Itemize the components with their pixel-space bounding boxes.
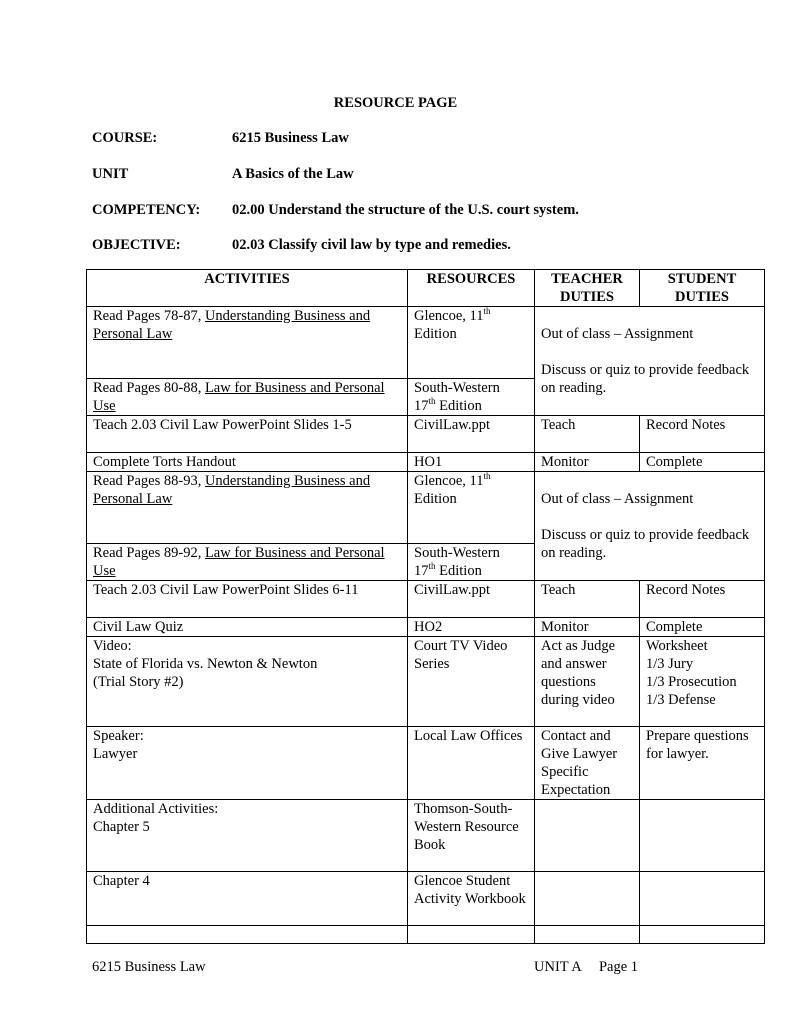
student-cell [640,872,765,926]
competency-value: 02.00 Understand the structure of the U.S. court system. [232,202,579,218]
duties-merged-cell [535,472,765,581]
resource-cell [408,472,535,544]
teacher-cell: Monitor [535,453,640,472]
activity-line: State of Florida vs. Newton & Newton [93,656,318,672]
table-row [87,637,765,727]
activity-text: Read Pages 78-87, [93,308,205,324]
activity-text: Read Pages 89-92, [93,545,205,561]
student-cell: Record Notes [640,581,765,618]
student-cell: Prepare questions for lawyer. [640,727,765,800]
activity-cell [87,307,408,379]
footer-course: 6215 Business Law [92,959,206,975]
resource-text: Edition [435,563,482,579]
resource-text: Edition [414,326,457,342]
table-row [87,453,765,472]
student-cell [640,800,765,872]
activity-cell: Teach 2.03 Civil Law PowerPoint Slides 6-11 [87,581,408,618]
activity-text: Read Pages 88-93, [93,473,205,489]
page-title: RESOURCE PAGE [333,95,458,111]
table-row [87,800,765,872]
competency-line [92,201,579,219]
resource-text: Edition [435,398,482,414]
student-line: 1/3 Prosecution [646,674,737,690]
activity-text: Read Pages 80-88, [93,380,205,396]
resource-num: 17 [414,563,429,579]
resource-text: Glencoe, 11 [414,473,484,489]
resource-cell: HO2 [408,618,535,637]
table-row [87,618,765,637]
activity-cell: Teach 2.03 Civil Law PowerPoint Slides 1-5 [87,416,408,453]
resource-sup: th [428,396,436,407]
activity-line: Chapter 5 [93,819,150,835]
resource-num: 17 [414,398,429,414]
course-line [92,129,349,147]
resource-text: South-Western [414,380,500,396]
unit-line [92,165,354,183]
duties-line: Discuss or quiz to provide feedback on reading. [541,527,750,561]
col-student-duties: STUDENT DUTIES [640,270,765,307]
activity-line: Video: [93,638,132,654]
col-resources: RESOURCES [408,270,535,307]
table-row [87,581,765,618]
student-cell: Complete [640,453,765,472]
resource-cell: HO1 [408,453,535,472]
table-row [87,472,765,544]
student-cell [640,926,765,944]
teacher-cell: Contact and Give Lawyer Specific Expectation [535,727,640,800]
duties-line: Out of class – Assignment [541,491,694,507]
activity-cell: Chapter 4 [87,872,408,926]
activity-cell [87,727,408,800]
resource-sup: th [483,306,491,317]
teacher-cell: Act as Judge and answer questions during video [535,637,640,727]
course-label: COURSE: [92,130,158,146]
duties-line: Discuss or quiz to provide feedback on reading. [541,362,750,396]
activity-line: (Trial Story #2) [93,674,184,690]
resource-sup: th [428,561,436,572]
footer-page: UNIT A Page 1 [534,959,639,975]
resource-text: Glencoe, 11 [414,308,484,324]
teacher-cell: Monitor [535,618,640,637]
resource-cell: CivilLaw.ppt [408,581,535,618]
resource-sup: th [483,471,491,482]
objective-line [92,236,511,254]
resource-cell [408,544,535,581]
student-cell: Complete [640,618,765,637]
table-row [87,416,765,453]
teacher-cell [535,926,640,944]
objective-label: OBJECTIVE: [92,237,181,253]
unit-label: UNIT [92,166,129,182]
activity-cell [87,544,408,581]
col-activities: ACTIVITIES [87,270,408,307]
student-cell: Record Notes [640,416,765,453]
competency-label: COMPETENCY: [92,202,201,218]
activity-cell [87,472,408,544]
table-row [87,307,765,379]
student-line: 1/3 Defense [646,692,716,708]
teacher-cell: Teach [535,416,640,453]
col-teacher-duties: TEACHER DUTIES [535,270,640,307]
student-line: Worksheet [646,638,708,654]
activity-cell: Complete Torts Handout [87,453,408,472]
table-row [87,727,765,800]
unit-value: A Basics of the Law [232,166,354,182]
resource-table [86,269,765,944]
activity-cell [87,637,408,727]
activity-title: Understanding Business and Personal Law [93,308,371,342]
table-header-row [87,270,765,307]
activity-title: Understanding Business and Personal Law [93,473,371,507]
activity-title: Law for Business and Personal Use [93,380,385,414]
activity-line: Speaker: [93,728,144,744]
table-row [87,926,765,944]
activity-cell [87,379,408,416]
resource-cell: CivilLaw.ppt [408,416,535,453]
activity-line: Additional Activities: [93,801,219,817]
teacher-cell [535,872,640,926]
objective-value: 02.03 Classify civil law by type and remedies. [232,237,511,253]
table-row [87,872,765,926]
teacher-cell [535,800,640,872]
activity-cell: Civil Law Quiz [87,618,408,637]
resource-cell: Court TV Video Series [408,637,535,727]
resource-cell [408,307,535,379]
student-line: 1/3 Jury [646,656,694,672]
resource-cell: Local Law Offices [408,727,535,800]
duties-merged-cell [535,307,765,416]
resource-cell [408,926,535,944]
activity-cell [87,926,408,944]
resource-cell: Glencoe Student Activity Workbook [408,872,535,926]
student-cell [640,637,765,727]
course-value: 6215 Business Law [232,130,349,146]
activity-line: Lawyer [93,746,138,762]
duties-line: Out of class – Assignment [541,326,694,342]
resource-text: Edition [414,491,457,507]
resource-cell [408,379,535,416]
resource-text: South-Western [414,545,500,561]
resource-cell: Thomson-South-Western Resource Book [408,800,535,872]
teacher-cell: Teach [535,581,640,618]
activity-cell [87,800,408,872]
activity-title: Law for Business and Personal Use [93,545,385,579]
